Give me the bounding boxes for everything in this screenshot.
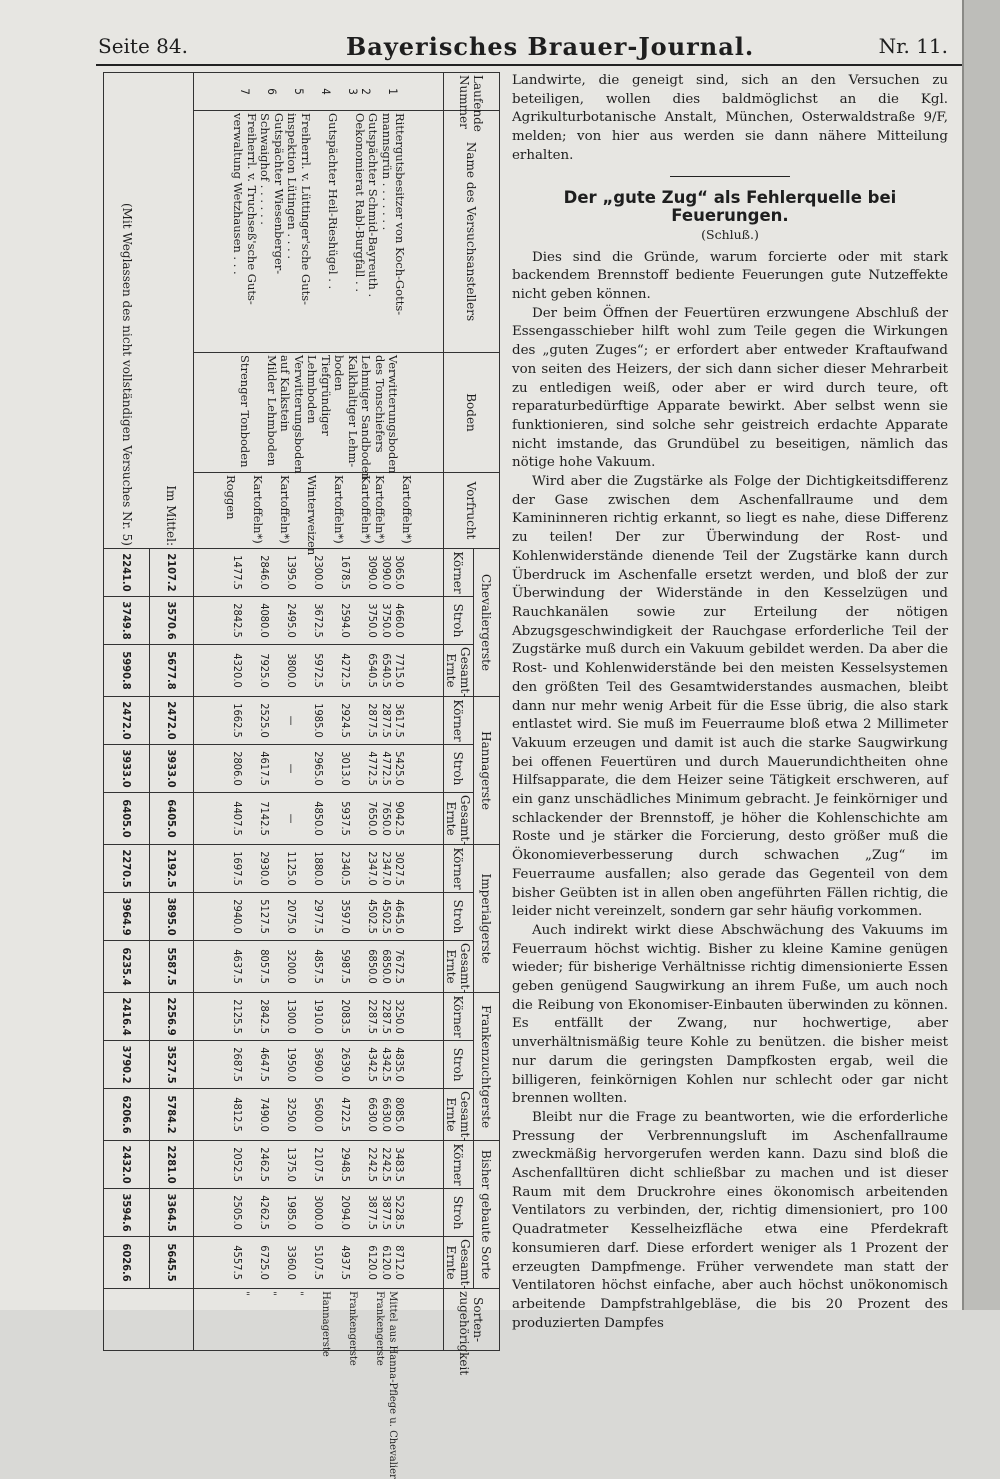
gesamt-header: Gesamt-Ernte: [444, 645, 474, 697]
sorten-zugehoerigkeit: Mittel aus Hanna-Pflege u. Chevalier Frankengerste Frankengerste Hannagerste " " ": [194, 1289, 444, 1351]
intro-paragraph: Landwirte, die geneigt sind, sich an den Versuchen zu beteiligen, wollen dies baldmöglichst an die Kgl. Agrikulturbotanische Anstalt, München, Osterwaldstraße 9/F, melden; von hier aus werden sie dann nähere Mitteilung erhalten.: [512, 73, 948, 163]
average-value: 3364.5: [150, 1189, 194, 1237]
hanna-header: Hannagerste: [474, 697, 500, 845]
boden-header: Boden: [444, 353, 500, 473]
average-value: 2281.0: [150, 1141, 194, 1189]
gesamt-header: Gesamt-Ernte: [444, 1089, 474, 1141]
imperial-koerner: 3027.5 2347.0 2347.0 2340.5 1880.0 1125.0 2930.0 1697.5: [194, 845, 444, 893]
koerner-header: Körner: [444, 549, 474, 597]
average-value: 2192.5: [150, 845, 194, 893]
adjusted-value: 2241.0: [104, 549, 150, 597]
imperial-header: Imperialgerste: [474, 845, 500, 993]
chevalier-header: Chevaliergerste: [474, 549, 500, 697]
average-value: 5677.8: [150, 645, 194, 697]
chevalier-koerner: 3065.0 3090.0 3090.0 1678.5 2300.0 1395.0 2846.0 1477.5: [194, 549, 444, 597]
laufende-header: Laufende Nummer: [444, 73, 500, 111]
franken-header: Frankenzuchtgerste: [474, 993, 500, 1141]
stroh-header: Stroh: [444, 745, 474, 793]
average-value: 5784.2: [150, 1089, 194, 1141]
koerner-header: Körner: [444, 1141, 474, 1189]
koerner-header: Körner: [444, 993, 474, 1041]
issue-number: Nr. 11.: [878, 34, 948, 58]
average-value: 2256.9: [150, 993, 194, 1041]
average-value: 3570.6: [150, 597, 194, 645]
adjusted-value: 3594.6: [104, 1189, 150, 1237]
page-edge: [962, 0, 1000, 1310]
average-value: 5645.5: [150, 1237, 194, 1289]
stroh-header: Stroh: [444, 1189, 474, 1237]
article-column: [512, 72, 948, 1333]
average-value: 6405.0: [150, 793, 194, 845]
stroh-header: Stroh: [444, 1041, 474, 1089]
row-numbers: 1 2 3 4 5 6 7: [194, 73, 444, 111]
results-table-container: [104, 72, 500, 1479]
adjusted-value: 6026.6: [104, 1237, 150, 1289]
stroh-header: Stroh: [444, 597, 474, 645]
article-paragraph: Dies sind die Gründe, warum forcierte oder mit stark backendem Brennstoff bediente Feuerungen gute Nutzeffekte nicht geben können.: [512, 249, 948, 303]
average-value: 2472.0: [150, 697, 194, 745]
average-value: 5587.5: [150, 941, 194, 993]
bisher-gesamt: 8712.0 6120.0 6120.0 4937.5 5107.5 3360.0 6725.0 4557.5: [194, 1237, 444, 1289]
previous-crops: Kartoffeln*) Kartoffeln*) Kartoffeln*) Kartoffeln*) Winterweizen Kartoffeln*) Kartoffeln*) Roggen: [194, 473, 444, 549]
page-header: [98, 30, 968, 64]
adjusted-value: 3749.8: [104, 597, 150, 645]
soil-types: Verwitterungsboden des Tonschiefers Lehmiger Sandboden Kalkhaltiger Lehm- boden Tiefgründiger Lehmboden Verwitterungsboden auf Kalkstein Milder Lehmboden Strenger Tonboden: [194, 353, 444, 473]
bisher-stroh: 5228.5 3877.5 3877.5 2094.0 3000.0 1985.0 4262.5 2505.0: [194, 1189, 444, 1237]
adjusted-value: 6206.6: [104, 1089, 150, 1141]
page-number: Seite 84.: [98, 34, 188, 58]
imperial-gesamt: 7672.5 6850.0 6850.0 5987.5 4857.5 3200.0 8057.5 4637.5: [194, 941, 444, 993]
chevalier-stroh: 4660.0 3750.0 3750.0 2594.0 3672.5 2495.0 4080.0 2842.5: [194, 597, 444, 645]
average-value: 2107.2: [150, 549, 194, 597]
vorfrucht-header: Vorfrucht: [444, 473, 500, 549]
koerner-header: Körner: [444, 845, 474, 893]
stroh-header: Stroh: [444, 893, 474, 941]
gesamt-header: Gesamt-Ernte: [444, 793, 474, 845]
journal-title: Bayerisches Brauer-Journal.: [346, 32, 755, 61]
article-paragraph: Auch indirekt wirkt diese Abschwächung des Vakuums im Feuerraum höchst wichtig. Bisher zu kleine Kamine genügen wieder; für bisherige Verhältnisse richtig dimensionierte Essen geben genügend Saugwirkung an ihrem Fuße, um auch noch die Reibung von Ekonomiser-Einbauten überwinden zu können. Es entfällt der Zwang, nur hochwertige, aber unverhältnismäßig teure Kohle zu benützen. die bisher meist nur darum die geringsten Dampfkosten ergab, weil die billigeren, feinkörnigen Kohlen nur schlecht oder gar nicht brennen wollten.: [512, 922, 948, 1107]
results-table: [103, 72, 500, 1479]
article-paragraph: Wird aber die Zugstärke als Folge der Dichtigkeitsdifferenz der Gase zwischen dem Aschenfallraume und dem Kamininneren richtig erkannt, so liegt es nahe, diese Differenz zu teilen! Der zur Überwindung der Rost- und Kohlenwiderstände dienende Teil der Zugstärke kann durch Überdruck im Aschenfalle ersetzt werden, und bloß der zur Überwindung der Widerstände in den Kesselzügen und Rauchkanälen sowie zur Erteilung der nötigen Abzugsgeschwindigkeit der Rauchgase erforderliche Teil der Zugstärke muß durch ein Vakuum gebildet werden. Da aber die Rost- und Kohlenwiderstände bei den meisten Kesselsystemen den größten Teil des Gesamtwiderstandes ausmachen, bleibt dann nur mehr wenig Arbeit für die Esse übrig, die also stark entlastet wird. Sie muß im Feuerraume bloß etwa 2 Millimeter Vakuum erzeugen und damit ist auch die starke Saugwirkung bei offenen Feuertüren und durch Mauerundichtheiten ohne Hilfsapparate, die dem Heizer seine Tätigkeit erschweren, auf ein ganz unschädliches Minimum gebracht. Je feinkörniger und schlackender der Brennstoff, je höher die Kohlenschichte am Roste und je stärker die Forcierung, desto größer muß die Ökonomieverbesserung durch schwachen „Zug“ im Feuerraume ausfallen; also gerade das Gegenteil von dem bisher Geübten ist in allen oben angeführten Fällen richtig, die leider nicht vereinzelt, sondern gar sehr häufig vorkommen.: [512, 474, 948, 920]
adjusted-value: 3933.0: [104, 745, 150, 793]
imperial-stroh: 4645.0 4502.5 4502.5 3597.0 2977.5 2075.0 5127.5 2940.0: [194, 893, 444, 941]
article-paragraph: Der beim Öffnen der Feuertüren erzwungene Abschluß der Essengasschieber hilft wohl zum Teile gegen die Wirkungen des „guten Zuges“; er erfordert aber entweder Kraftaufwand von seiten des Heizers, der sich dann sicher dieser Mehrarbeit zu entledigen weiß, oder aber er wird durch teure, oft reparaturbedürftige Apparate bewirkt. Aber selbst wenn sie funktionieren, sind solche sehr geistreich erdachte Apparate nicht imstande, das Grundübel zu beseitigen, nämlich das nötige hohe Vakuum.: [512, 305, 948, 471]
experimenter-names: Rittergutsbesitzer von Koch-Gotts- mannsgrün . . . . . . . Gutspächter Schmid-Bayreuth . Oekonomierat Rabl-Burgfall . . Gutspächter Heil-Rieshügel . . Freiherrl. v. Lüttinger'sche Guts- inspektion Lütingen . . . . Gutspächter Wiesenberger- Schwaighof . . . . . . Freiherrl. v. Truchseß'sche Guts- verwaltung Wetzhausen . . .: [194, 111, 444, 353]
adjusted-value: 2270.5: [104, 845, 150, 893]
adjusted-value: 3964.9: [104, 893, 150, 941]
chevalier-gesamt: 7715.0 6540.5 6540.5 4272.5 5972.5 3800.0 7925.0 4320.0: [194, 645, 444, 697]
hanna-stroh: 5425.0 4772.5 4772.5 3013.0 2965.0 — 4617.5 2806.0: [194, 745, 444, 793]
adjusted-value: 6405.0: [104, 793, 150, 845]
adjusted-value: 2432.0: [104, 1141, 150, 1189]
article-paragraph: Bleibt nur die Frage zu beantworten, wie die erforderliche Pressung der Verbrennungsluft im Aschenfallraume zweckmäßig hervorgerufen werden kann. Dazu sind bloß die Aschenfalltüren dicht schließbar zu machen und ist dieser Raum mit dem Druckrohre eines ökonomisch arbeitenden Ventilators zu verbinden, der, richtig dimensioniert, pro 100 Quadratmeter Kesselheizfläche etwa eine Pferdekraft konsumieren darf. Diese erfordert weniger als 1 Prozent der erzeugten Dampfmenge. Früher verwendete man statt der Ventilatoren höchst einfache, aber auch höchst unökonomisch arbeitende Dampfstrahlgebläse, die bis 20 Prozent des produzierten Dampfes: [512, 1109, 948, 1331]
average-label: Im Mittel:: [150, 73, 194, 549]
average-value: 3527.5: [150, 1041, 194, 1089]
rotated-table: [104, 72, 500, 1479]
adjusted-value: 5990.8: [104, 645, 150, 697]
bisher-koerner: 3483.5 2242.5 2242.5 2948.5 2107.5 1375.0 2462.5 2052.5: [194, 1141, 444, 1189]
section-divider: [670, 176, 790, 177]
adjusted-value: 6235.4: [104, 941, 150, 993]
average-value: 3895.0: [150, 893, 194, 941]
name-header: Name des Versuchsanstellers: [444, 111, 500, 353]
gesamt-header: Gesamt-Ernte: [444, 941, 474, 993]
sorten-header: Sorten-zugehörigkeit: [444, 1289, 500, 1351]
gesamt-header: Gesamt-Ernte: [444, 1237, 474, 1289]
empty-cell: [104, 1289, 194, 1351]
franken-stroh: 4835.0 4342.5 4342.5 2639.0 3690.0 1950.0 4647.5 2687.5: [194, 1041, 444, 1089]
omission-label: (Mit Weglassen des nicht vollständigen Versuches Nr. 5): [104, 73, 150, 549]
article-title: Der „gute Zug“ als Fehlerquelle bei Feuerungen.: [563, 187, 897, 226]
bisher-header: Bisher gebaute Sorte: [474, 1141, 500, 1289]
hanna-gesamt: 9042.5 7650.0 7650.0 5937.5 4850.0 — 7142.5 4407.5: [194, 793, 444, 845]
hanna-koerner: 3617.5 2877.5 2877.5 2924.5 1985.0 — 2525.0 1662.5: [194, 697, 444, 745]
franken-koerner: 3250.0 2287.5 2287.5 2083.5 1910.0 1300.0 2842.5 2125.5: [194, 993, 444, 1041]
adjusted-value: 2416.4: [104, 993, 150, 1041]
adjusted-value: 3790.2: [104, 1041, 150, 1089]
adjusted-value: 2472.0: [104, 697, 150, 745]
header-rule: [96, 64, 962, 66]
franken-gesamt: 8085.0 6630.0 6630.0 4722.5 5600.0 3250.0 7490.0 4812.5: [194, 1089, 444, 1141]
average-value: 3933.0: [150, 745, 194, 793]
article-subtitle: (Schluß.): [701, 226, 759, 242]
koerner-header: Körner: [444, 697, 474, 745]
